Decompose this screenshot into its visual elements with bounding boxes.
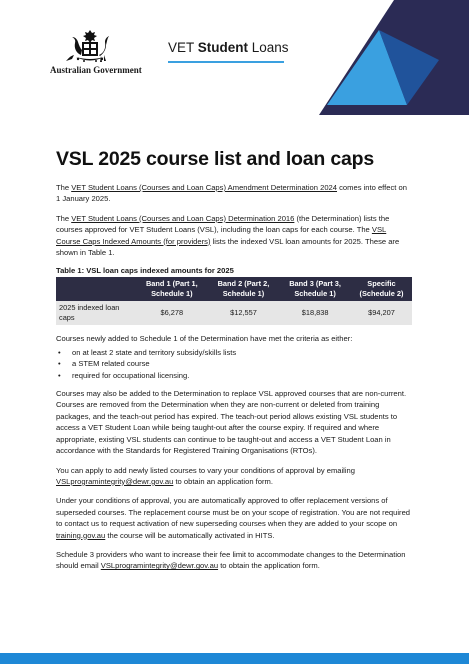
table-cell: 2025 indexed loan caps <box>56 301 136 325</box>
vsl-logo-underline <box>168 61 284 63</box>
intro-paragraph-2: The VET Student Loans (Courses and Loan Caps) Determination 2016 (the Determination) lists the courses approved for VET Student Loans (VSL), including the loan caps for each course. The VSL Course Caps Indexed Amounts (for providers) lists the indexed VSL loan amounts for 2025. These are shown in Table 1. <box>56 213 400 258</box>
vsl-logo-prefix: VET <box>168 40 198 55</box>
loan-caps-table <box>56 277 412 325</box>
schedule3-email-link[interactable]: VSLprogramintegrity@dewr.gov.au <box>100 561 219 571</box>
criteria-lead: Courses newly added to Schedule 1 of the Determination have met the criteria as either: <box>56 334 353 344</box>
intro-paragraph-1: The VET Student Loans (Courses and Loan Caps) Amendment Determination 2024 comes into effect on 1 January 2025. <box>56 183 407 204</box>
course-caps-indexed-link[interactable]: VSL Course Caps Indexed Amounts (for providers) <box>56 225 387 246</box>
replacement-paragraph: Courses may also be added to the Determination to replace VSL approved courses that are non-current. Courses are removed from the Determination when they are non-current or deleted from training packages, and the teach-out period has expired. The teach-out period allows existing VSL students to access a VET Student Loan while being taught-out after the course expiry. If required and where appropriate, existing VSL students can continue to be taught-out and access a VET Student Loan in accordance with the Standards for Registered Training Organisations (RTOs). <box>56 389 407 456</box>
list-item: • required for occupational licensing. <box>56 370 412 381</box>
table-header-cell: Specific (Schedule 2) <box>351 277 412 301</box>
vsl-logo <box>168 40 289 55</box>
footer-bar <box>0 653 469 664</box>
table-cell: $12,557 <box>208 301 280 325</box>
table-header-cell: Band 3 (Part 3, Schedule 1) <box>279 277 351 301</box>
government-crest-block <box>50 28 142 75</box>
apply-paragraph: You can apply to add newly listed courses to vary your conditions of approval by emailing VSLprogramintegrity@dewr.gov.au to obtain an application form. <box>56 465 355 486</box>
table-header-row <box>56 277 412 301</box>
table-row <box>56 301 412 325</box>
approval-paragraph: Under your conditions of approval, you are automatically approved to offer replacement versions of superseded courses. The replacement course must be on your scope of registration. You are not required to contact us to request activation of new superseding courses when they are added to your scope on training.gov.au the course will be automatically activated in HITS. <box>56 496 411 540</box>
document-body <box>56 148 412 580</box>
table-cell: $6,278 <box>136 301 208 325</box>
header-geometric-graphic <box>319 0 469 115</box>
vsl-logo-bold: Student <box>197 40 249 55</box>
training-gov-au-link[interactable]: training.gov.au <box>56 530 106 540</box>
table-header-cell: Band 1 (Part 1, Schedule 1) <box>136 277 208 301</box>
table-header-cell <box>56 277 136 301</box>
list-item: • on at least 2 state and territory subsidy/skills lists <box>56 347 412 358</box>
schedule3-paragraph: Schedule 3 providers who want to increase their fee limit to accommodate changes to the Determination should email VSLprogramintegrity@dewr.gov.au to obtain the application form. <box>56 549 406 571</box>
criteria-list <box>56 347 412 381</box>
table-cell: $94,207 <box>351 301 412 325</box>
government-name: Australian Government <box>50 65 142 75</box>
vsl-logo-suffix: Loans <box>248 40 289 55</box>
table-header-cell: Band 2 (Part 2, Schedule 1) <box>208 277 280 301</box>
page-header <box>0 0 469 115</box>
page-title: VSL 2025 course list and loan caps <box>56 148 374 170</box>
program-integrity-email-link[interactable]: VSLprogramintegrity@dewr.gov.au <box>56 476 174 486</box>
list-item: • a STEM related course <box>56 358 412 369</box>
determination-2016-link[interactable]: VET Student Loans (Courses and Loan Caps) Determination 2016 <box>71 213 295 223</box>
table-cell: $18,838 <box>279 301 351 325</box>
table-caption: Table 1: VSL loan caps indexed amounts for 2025 <box>56 266 234 276</box>
amendment-determination-link[interactable]: VET Student Loans (Courses and Loan Caps) Amendment Determination 2024 <box>71 183 338 192</box>
coat-of-arms-icon <box>64 28 116 64</box>
